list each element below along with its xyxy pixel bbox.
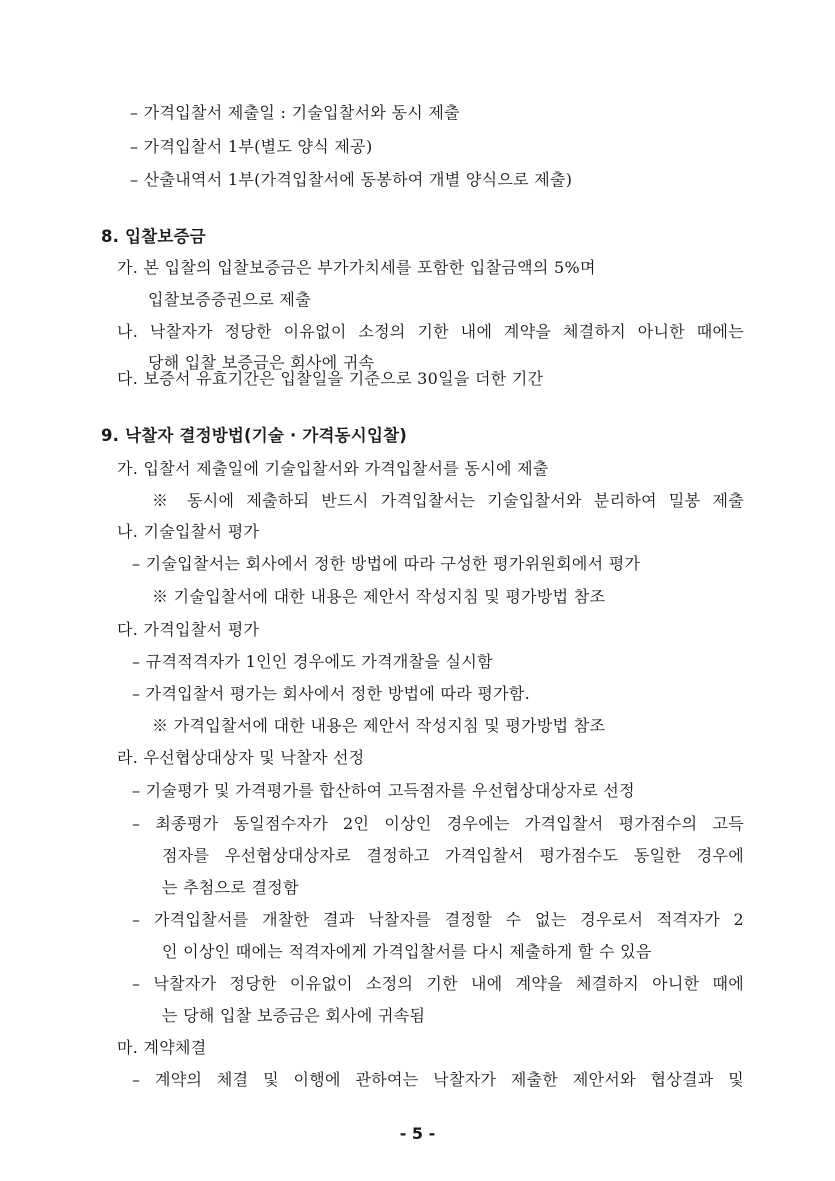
list-item: – 계약의 체결 및 이행에 관하여는 낙찰자가 제출한 제안서와 협상결과 및 [132, 1070, 744, 1089]
note-item: ※ 가격입찰서에 대한 내용은 제안서 작성지침 및 평가방법 참조 [152, 716, 606, 735]
list-item: 마. 계약체결 [117, 1038, 207, 1057]
list-item-continuation: 입찰보증증권으로 제출 [148, 290, 311, 309]
list-item: 나. 낙찰자가 정당한 이유없이 소정의 기한 내에 계약을 체결하지 아니한 때에는 [117, 322, 744, 341]
list-item: 다. 보증서 유효기간은 입찰일을 기준으로 30일을 더한 기간 [117, 369, 544, 388]
list-item: 라. 우선협상대상자 및 낙찰자 선정 [117, 748, 365, 767]
list-item: – 가격입찰서를 개찰한 결과 낙찰자를 결정할 수 없는 경우로서 적격자가 2 [132, 910, 744, 929]
note-item: ※ 동시에 제출하되 반드시 가격입찰서는 기술입찰서와 분리하여 밀봉 제출 [152, 491, 744, 510]
list-item: – 가격입찰서 평가는 회사에서 정한 방법에 따라 평가함. [132, 684, 531, 703]
list-item: – 기술평가 및 가격평가를 합산하여 고득점자를 우선협상대상자로 선정 [132, 781, 635, 800]
list-item: 다. 가격입찰서 평가 [117, 620, 260, 639]
list-item-continuation: 점자를 우선협상대상자로 결정하고 가격입찰서 평가점수도 동일한 경우에 [162, 846, 744, 865]
list-item: 가. 본 입찰의 입찰보증금은 부가가치세를 포함한 입찰금액의 5%며 [117, 258, 596, 277]
list-item: – 가격입찰서 1부(별도 양식 제공) [130, 137, 373, 156]
list-item: – 산출내역서 1부(가격입찰서에 동봉하여 개별 양식으로 제출) [130, 170, 573, 189]
list-item-continuation: 는 추첨으로 결정함 [162, 878, 299, 897]
section-heading: 9. 낙찰자 결정방법(기술 · 가격동시입찰) [101, 426, 407, 445]
list-item: – 가격입찰서 제출일 : 기술입찰서와 동시 제출 [130, 103, 460, 122]
note-item: ※ 기술입찰서에 대한 내용은 제안서 작성지침 및 평가방법 참조 [152, 587, 606, 606]
list-item: 나. 기술입찰서 평가 [117, 522, 260, 541]
list-item-continuation: 는 당해 입찰 보증금은 회사에 귀속됨 [162, 1006, 426, 1025]
list-item-continuation: 인 이상인 때에는 적격자에게 가격입찰서를 다시 제출하게 할 수 있음 [162, 942, 652, 961]
list-item: 가. 입찰서 제출일에 기술입찰서와 가격입찰서를 동시에 제출 [117, 459, 549, 478]
page-number: - 5 - [399, 1124, 436, 1143]
list-item: – 규격적격자가 1인인 경우에도 가격개찰을 실시함 [132, 652, 493, 671]
section-heading: 8. 입찰보증금 [101, 227, 206, 246]
list-item: – 낙찰자가 정당한 이유없이 소정의 기한 내에 계약을 체결하지 아니한 때에 [132, 974, 744, 993]
list-item: – 기술입찰서는 회사에서 정한 방법에 따라 구성한 평가위원회에서 평가 [132, 554, 641, 573]
list-item-continuation: 당해 입찰 보증금은 회사에 귀속 [148, 353, 375, 372]
list-item: – 최종평가 동일점수자가 2인 이상인 경우에는 가격입찰서 평가점수의 고득 [132, 814, 744, 833]
